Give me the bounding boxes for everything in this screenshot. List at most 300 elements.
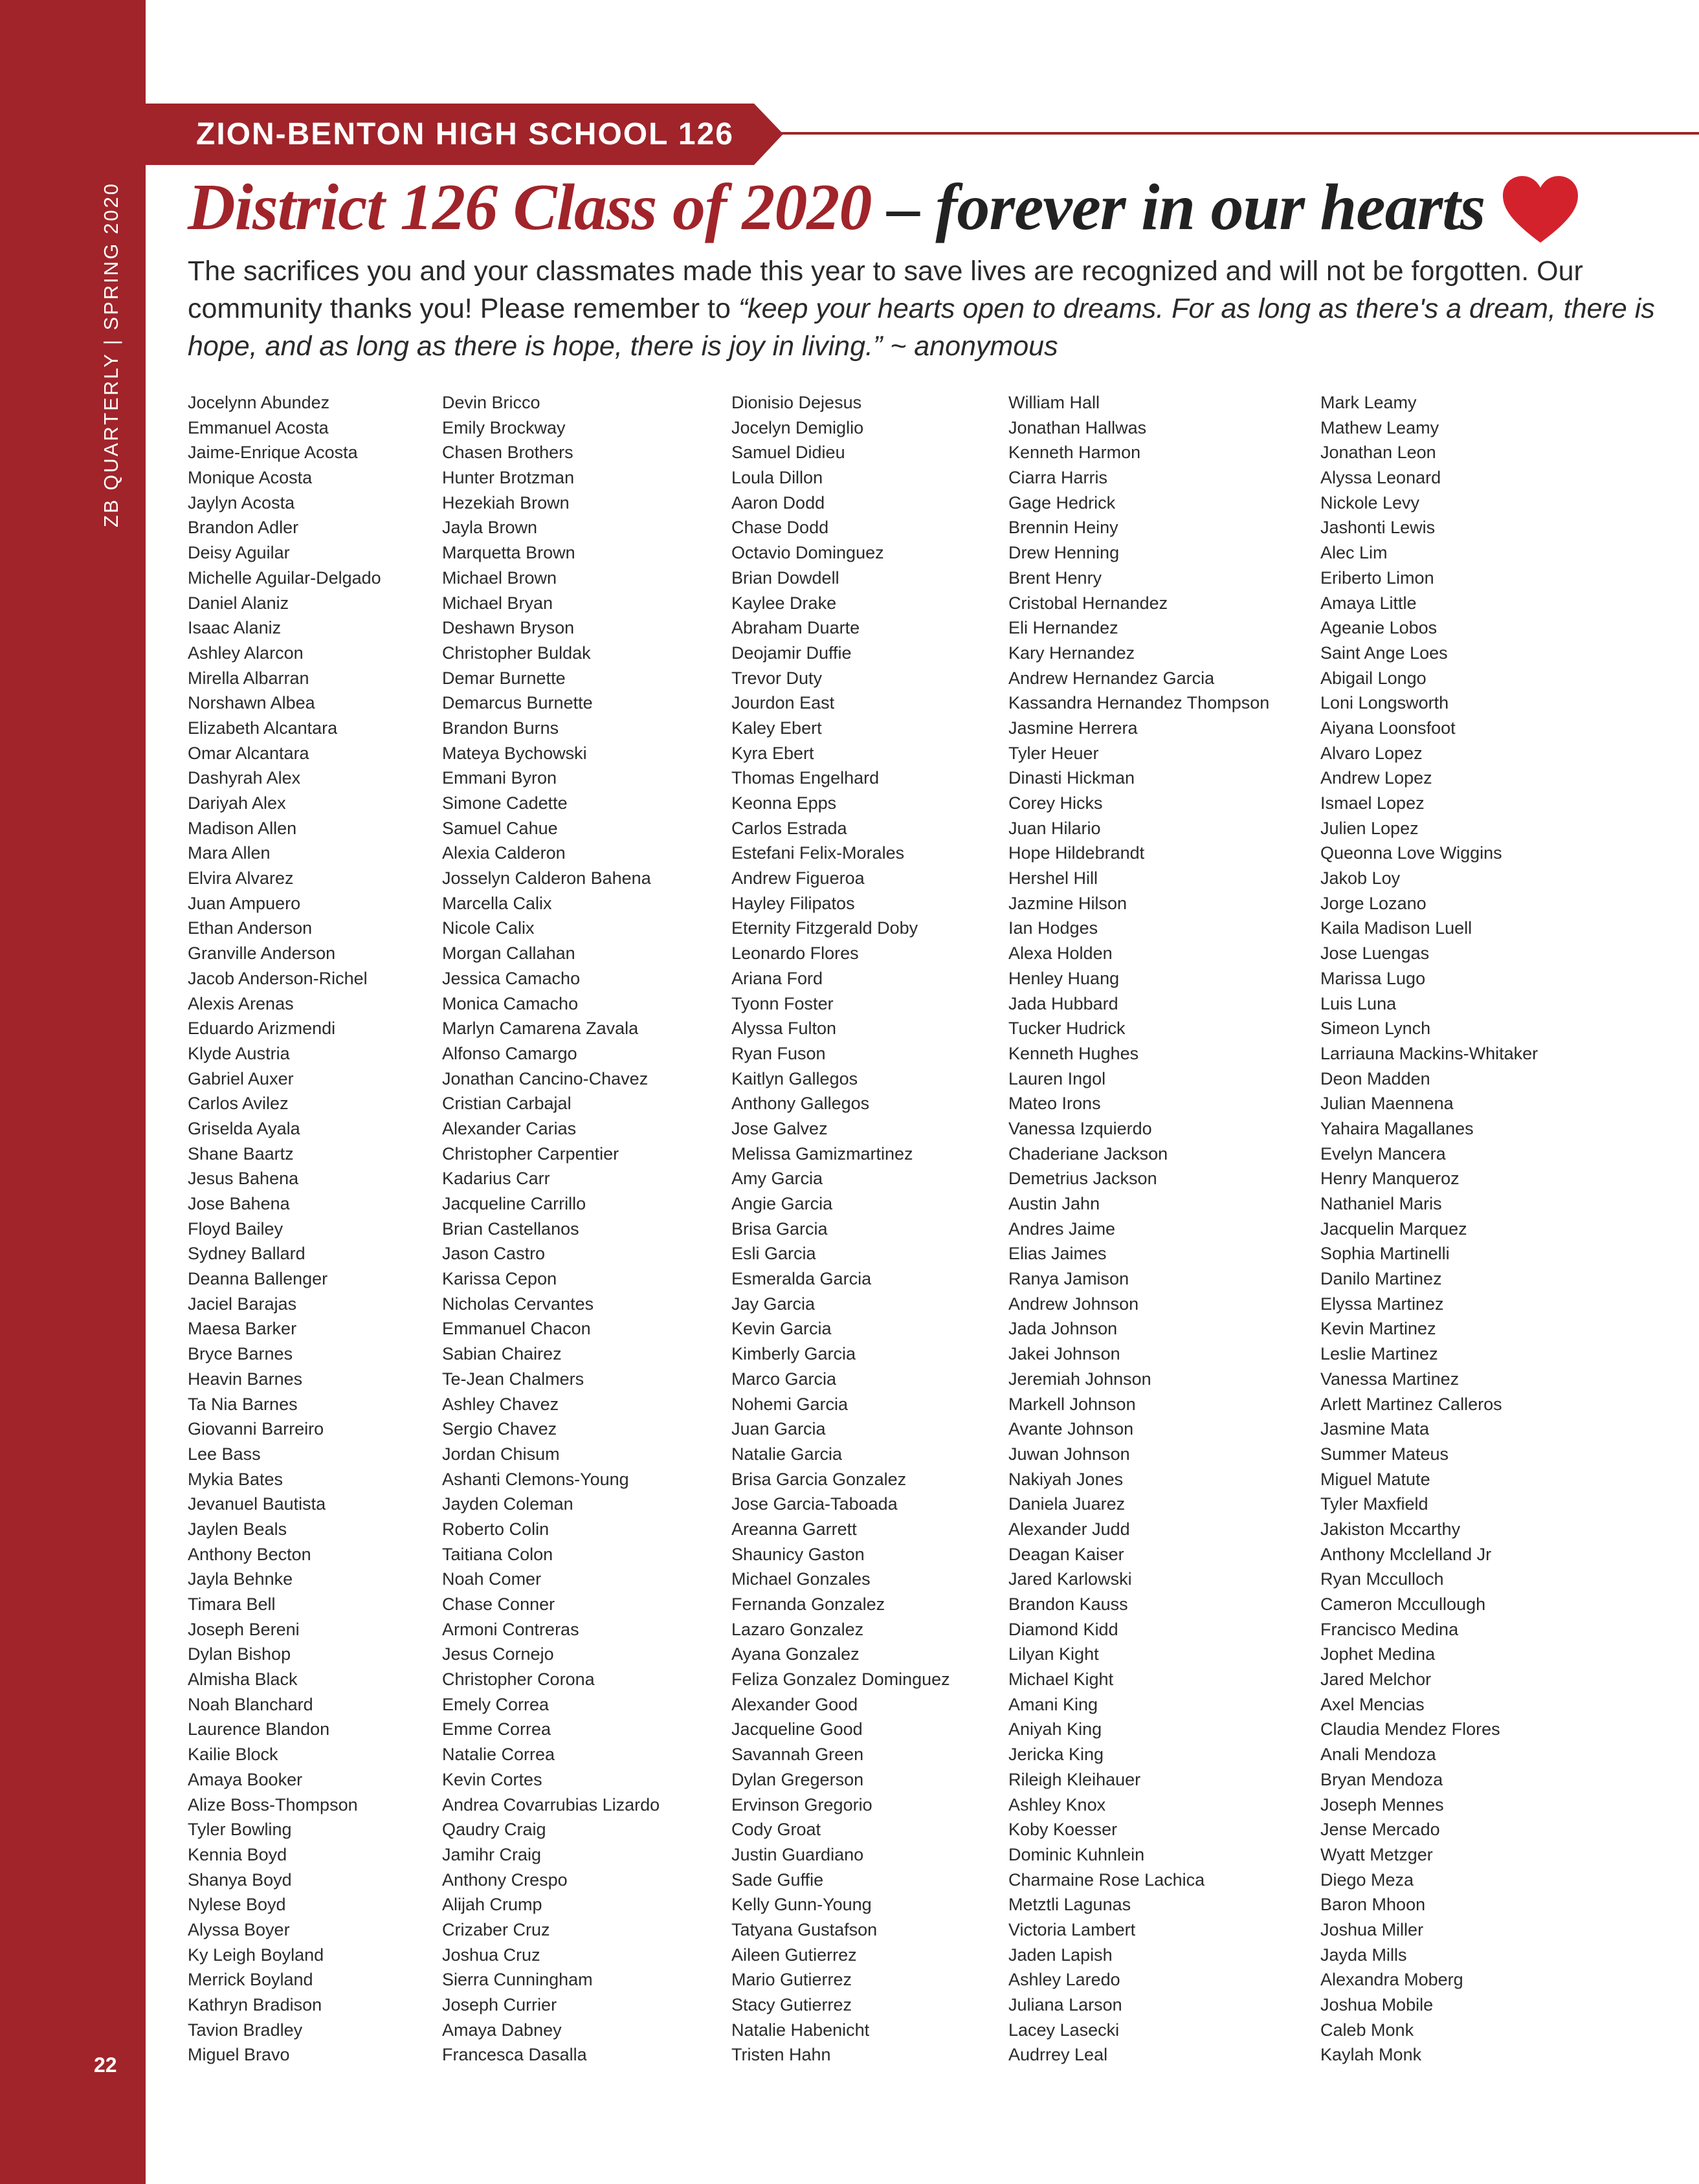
graduate-name: Justin Guardiano [731,1844,864,1864]
graduate-name: Kyra Ebert [731,743,814,763]
headline-red: District 126 Class of 2020 [188,171,872,244]
graduate-name: Gabriel Auxer [188,1068,294,1088]
graduate-name: Jacob Anderson-Richel [188,968,368,988]
graduate-name: Carlos Estrada [731,818,847,838]
graduate-name: Ky Leigh Boyland [188,1945,324,1965]
graduate-name: Daniela Juarez [1008,1494,1126,1514]
graduate-name: Vanessa Martinez [1320,1369,1460,1389]
graduate-name: Jamihr Craig [442,1844,542,1864]
banner-rule [780,132,1699,135]
headline-dark: – forever in our hearts [871,171,1485,244]
graduate-name: Mirella Albarran [188,668,309,688]
graduate-name: Jocelynn Abundez [188,393,330,412]
graduate-name: Noah Blanchard [188,1694,313,1714]
graduate-name: Nathaniel Maris [1320,1194,1442,1213]
graduate-name: Elias Jaimes [1008,1244,1107,1264]
graduate-name: Kevin Cortes [442,1769,542,1789]
graduate-name: Noah Comer [442,1569,542,1589]
graduate-name: Abigail Longo [1320,668,1427,688]
graduate-name: Ta Nia Barnes [188,1394,298,1414]
graduate-name: Andrew Lopez [1320,768,1432,788]
graduate-name: Brandon Burns [442,718,559,738]
graduate-name: Luis Luna [1320,993,1397,1013]
graduate-name: Jaciel Barajas [188,1294,297,1314]
graduate-name: Samuel Didieu [731,443,845,463]
graduate-name: Ethan Anderson [188,918,313,938]
graduate-name: Anthony Gallegos [731,1094,870,1114]
graduate-name: Andres Jaime [1008,1219,1116,1239]
graduate-name: Jason Castro [442,1244,546,1264]
graduate-name: Dariyah Alex [188,793,286,813]
graduate-name: Axel Mencias [1320,1694,1425,1714]
graduate-name: Alexa Holden [1008,943,1113,964]
graduate-name: Demetrius Jackson [1008,1169,1157,1189]
graduate-name: Nicholas Cervantes [442,1294,594,1314]
graduate-name: Dionisio Dejesus [731,393,862,412]
graduate-name: Armoni Contreras [442,1619,579,1639]
graduate-name: Jose Galvez [731,1118,828,1138]
graduate-name: Jose Luengas [1320,943,1430,964]
graduate-name: Marissa Lugo [1320,968,1426,988]
graduate-name: Jasmine Mata [1320,1419,1430,1439]
graduate-name: Cameron Mccullough [1320,1594,1486,1614]
page-number: 22 [94,2053,117,2077]
graduate-name: Deanna Ballenger [188,1269,328,1289]
graduate-name: Daniel Alaniz [188,593,289,613]
graduate-name: Anthony Crespo [442,1870,568,1890]
graduate-name: Sade Guffie [731,1870,824,1890]
graduate-name: Ryan Fuson [731,1043,826,1063]
graduate-name: Kevin Garcia [731,1319,832,1339]
graduate-name: Anthony Mcclelland Jr [1320,1544,1492,1564]
graduate-name: Keonna Epps [731,793,837,813]
graduate-name: Aniyah King [1008,1719,1102,1739]
graduate-name: Emily Brockway [442,417,566,437]
graduate-name: Emmanuel Acosta [188,417,329,437]
graduate-name: Devin Bricco [442,393,540,412]
graduate-name: Michael Bryan [442,593,553,613]
graduate-name: Jacqueline Carrillo [442,1194,586,1213]
graduate-name: Michelle Aguilar-Delgado [188,568,381,588]
graduate-name: Jakob Loy [1320,868,1401,888]
graduate-name: Aaron Dodd [731,492,825,513]
graduate-name: Areanna Garrett [731,1519,857,1539]
graduate-name: Kaila Madison Luell [1320,918,1472,938]
graduate-name: Juwan Johnson [1008,1444,1130,1464]
graduate-name: Victoria Lambert [1008,1919,1136,1939]
graduate-name: Andrea Covarrubias Lizardo [442,1794,660,1814]
graduate-name: Jacquelin Marquez [1320,1219,1467,1239]
graduate-name: Lazaro Gonzalez [731,1619,864,1639]
graduate-name: Kaitlyn Gallegos [731,1068,858,1088]
graduate-name: Brian Castellanos [442,1219,579,1239]
graduate-name: Jayla Behnke [188,1569,293,1589]
graduate-name: Shanya Boyd [188,1870,292,1890]
graduate-name: Te-Jean Chalmers [442,1369,584,1389]
graduate-name: Natalie Correa [442,1745,555,1765]
graduate-name: Vanessa Izquierdo [1008,1118,1152,1138]
graduate-name: Ian Hodges [1008,918,1098,938]
graduate-name: Kimberly Garcia [731,1344,856,1364]
graduate-name: Jorge Lozano [1320,893,1427,913]
graduate-name: Brandon Adler [188,518,299,538]
graduate-name: Angie Garcia [731,1194,833,1213]
graduate-name: Tavion Bradley [188,2020,303,2040]
graduate-name: Jashonti Lewis [1320,518,1436,538]
graduate-name: Ashley Chavez [442,1394,559,1414]
graduate-name: Simone Cadette [442,793,568,813]
graduate-name: Crizaber Cruz [442,1919,550,1939]
graduate-name: Nylese Boyd [188,1895,286,1915]
graduate-name: Hershel Hill [1008,868,1098,888]
graduate-name: Emely Correa [442,1694,550,1714]
graduate-name: Michael Gonzales [731,1569,871,1589]
graduate-name: Amaya Little [1320,593,1417,613]
publication-title: ZB QUARTERLY | SPRING 2020 [100,182,122,527]
graduate-name: Wyatt Metzger [1320,1844,1433,1864]
graduate-name: Jonathan Leon [1320,443,1436,463]
graduate-name: Eriberto Limon [1320,568,1434,588]
graduate-name: Alexander Judd [1008,1519,1130,1539]
graduate-name: Henry Manqueroz [1320,1169,1460,1189]
graduate-name: Henley Huang [1008,968,1120,988]
graduate-name: Jocelyn Demiglio [731,417,864,437]
graduate-name: Jaime-Enrique Acosta [188,443,358,463]
graduate-name: Lauren Ingol [1008,1068,1106,1088]
graduate-name: Tyonn Foster [731,993,834,1013]
graduate-name: Jesus Cornejo [442,1644,554,1664]
graduate-name: Emmanuel Chacon [442,1319,591,1339]
names-column-5 [1320,390,1538,2068]
graduate-name: Brandon Kauss [1008,1594,1128,1614]
graduate-name: Hayley Filipatos [731,893,855,913]
graduate-name: Marcella Calix [442,893,552,913]
graduate-name: Mykia Bates [188,1469,283,1489]
graduate-name: Joshua Miller [1320,1919,1424,1939]
graduate-name: Christopher Carpentier [442,1143,619,1164]
page-headline [188,170,1485,254]
graduate-name: Cristian Carbajal [442,1094,572,1114]
graduate-name: Hunter Brotzman [442,468,575,488]
graduate-name: Aileen Gutierrez [731,1945,857,1965]
graduate-name: Jakiston Mccarthy [1320,1519,1461,1539]
graduate-name: Floyd Bailey [188,1219,283,1239]
graduate-name: Brent Henry [1008,568,1102,588]
graduate-name: Mateo Irons [1008,1094,1101,1114]
graduate-name: Cristobal Hernandez [1008,593,1168,613]
graduate-name: Laurence Blandon [188,1719,330,1739]
graduate-name: Norshawn Albea [188,693,315,713]
school-banner [146,104,783,165]
graduate-name: Jayden Coleman [442,1494,573,1514]
graduate-name: Mark Leamy [1320,393,1417,412]
graduate-name: Joseph Mennes [1320,1794,1444,1814]
graduate-name: Juan Garcia [731,1419,826,1439]
graduate-name: Alize Boss-Thompson [188,1794,358,1814]
graduate-name: Alec Lim [1320,543,1388,563]
graduate-name: Queonna Love Wiggins [1320,843,1502,863]
graduate-name: Feliza Gonzalez Dominguez [731,1670,950,1690]
graduate-name: Mateya Bychowski [442,743,587,763]
graduate-name: Isaac Alaniz [188,618,282,638]
graduate-name: Savannah Green [731,1745,864,1765]
graduate-name: Kaley Ebert [731,718,822,738]
graduate-name: Evelyn Mancera [1320,1143,1446,1164]
graduate-name: Sophia Martinelli [1320,1244,1450,1264]
graduate-name: Markell Johnson [1008,1394,1136,1414]
graduate-name: Giovanni Barreiro [188,1419,324,1439]
graduate-name: Jacqueline Good [731,1719,863,1739]
banner-title: ZION-BENTON HIGH SCHOOL 126 [196,117,734,151]
graduate-name: Omar Alcantara [188,743,309,763]
graduate-name: Emmani Byron [442,768,557,788]
graduate-name: Lee Bass [188,1444,261,1464]
graduate-name: Kathryn Bradison [188,1995,322,2014]
graduate-name: Merrick Boyland [188,1970,313,1990]
graduate-name: Sergio Chavez [442,1419,557,1439]
graduate-name: Koby Koesser [1008,1820,1118,1840]
graduate-name: Diego Meza [1320,1870,1414,1890]
graduate-name: Jada Hubbard [1008,993,1118,1013]
graduate-name: Gage Hedrick [1008,492,1116,513]
graduate-name: Joseph Currier [442,1995,557,2014]
graduate-name: Nakiyah Jones [1008,1469,1124,1489]
graduate-name: Monica Camacho [442,993,579,1013]
graduate-name: Sierra Cunningham [442,1970,593,1990]
graduate-name: Morgan Callahan [442,943,575,964]
graduate-name: Estefani Felix-Morales [731,843,905,863]
graduate-name: Dylan Gregerson [731,1769,864,1789]
graduate-name: Juliana Larson [1008,1995,1122,2014]
graduate-name: Christopher Corona [442,1670,595,1690]
graduate-name: Natalie Garcia [731,1444,843,1464]
graduate-name: Granville Anderson [188,943,336,964]
graduate-name: Summer Mateus [1320,1444,1449,1464]
graduate-name: Deshawn Bryson [442,618,575,638]
graduate-name: Kenneth Harmon [1008,443,1141,463]
graduate-name: Thomas Engelhard [731,768,880,788]
graduate-name: Aiyana Loonsfoot [1320,718,1456,738]
graduate-name: Josselyn Calderon Bahena [442,868,651,888]
graduate-name: Jasmine Herrera [1008,718,1138,738]
graduate-name: Alijah Crump [442,1895,542,1915]
graduate-name: Ashley Knox [1008,1794,1106,1814]
graduate-name: Jazmine Hilson [1008,893,1127,913]
graduate-name: Tyler Bowling [188,1820,292,1840]
graduate-name: Jose Garcia-Taboada [731,1494,898,1514]
graduate-name: Nickole Levy [1320,492,1420,513]
graduate-name: Larriauna Mackins-Whitaker [1320,1043,1538,1063]
graduate-name: Claudia Mendez Flores [1320,1719,1500,1739]
graduate-name: Tristen Hahn [731,2045,831,2065]
graduate-name: Ashley Alarcon [188,643,304,663]
graduate-name: Christopher Buldak [442,643,591,663]
graduate-name: Alexia Calderon [442,843,566,863]
heart-icon [1502,175,1579,246]
graduate-name: Loni Longsworth [1320,693,1449,713]
graduate-name: Rileigh Kleihauer [1008,1769,1141,1789]
graduate-name: Jordan Chisum [442,1444,560,1464]
graduate-name: Jonathan Hallwas [1008,417,1147,437]
graduate-name: Kary Hernandez [1008,643,1135,663]
graduate-name: Jericka King [1008,1745,1104,1765]
graduate-name: Abraham Duarte [731,618,860,638]
graduate-name: Heavin Barnes [188,1369,303,1389]
graduate-name: Deojamir Duffie [731,643,852,663]
graduate-name: Juan Ampuero [188,893,301,913]
graduate-name: Elizabeth Alcantara [188,718,338,738]
graduate-name: Cody Groat [731,1820,821,1840]
graduate-name: Leslie Martinez [1320,1344,1438,1364]
graduate-name: Ariana Ford [731,968,823,988]
graduate-name: Ashley Laredo [1008,1970,1120,1990]
graduate-name: Stacy Gutierrez [731,1995,852,2014]
graduate-name: Lacey Lasecki [1008,2020,1120,2040]
graduate-name: Alvaro Lopez [1320,743,1423,763]
graduate-name: Kenneth Hughes [1008,1043,1139,1063]
graduate-name: Jessica Camacho [442,968,581,988]
graduate-name: Bryan Mendoza [1320,1769,1443,1789]
intro-text: The sacrifices you and your classmates made this year to save lives are recognized and will not be forgotten. Our community thanks you! Please remember to [188,256,1583,324]
graduate-name: Mara Allen [188,843,271,863]
graduate-name: Esmeralda Garcia [731,1269,872,1289]
graduate-name: Danilo Martinez [1320,1269,1442,1289]
graduate-name: Deagan Kaiser [1008,1544,1124,1564]
graduate-name: Sydney Ballard [188,1244,305,1264]
graduate-name: Charmaine Rose Lachica [1008,1870,1205,1890]
graduate-name: Jayda Mills [1320,1945,1407,1965]
graduate-name: Chase Dodd [731,518,829,538]
graduate-name: Klyde Austria [188,1043,290,1063]
graduate-name: Mario Gutierrez [731,1970,852,1990]
graduate-name: Ismael Lopez [1320,793,1425,813]
graduate-name: Juan Hilario [1008,818,1101,838]
graduate-name: Taitiana Colon [442,1544,553,1564]
graduate-name: Samuel Cahue [442,818,558,838]
graduate-name: Jared Melchor [1320,1670,1432,1690]
graduate-name: Shane Baartz [188,1143,294,1164]
graduate-name: Dominic Kuhnlein [1008,1844,1145,1864]
graduate-name: Brisa Garcia [731,1219,828,1239]
graduate-name: Francesca Dasalla [442,2045,587,2065]
graduate-name: Brian Dowdell [731,568,839,588]
graduate-name: Hope Hildebrandt [1008,843,1145,863]
graduate-name: Jose Bahena [188,1194,290,1213]
intro-paragraph [188,252,1676,365]
graduate-name: Kennia Boyd [188,1844,287,1864]
graduate-name: Nohemi Garcia [731,1394,849,1414]
graduate-name: Alexis Arenas [188,993,294,1013]
graduate-name: Ashanti Clemons-Young [442,1469,629,1489]
graduate-name: Leonardo Flores [731,943,859,964]
graduate-name: Jesus Bahena [188,1169,299,1189]
graduate-name: Shaunicy Gaston [731,1544,865,1564]
intro-quote: “keep your hearts open to dreams. For as long as there's a dream, there is hope, and as long as there is hope, there is joy in living.” [188,293,1655,362]
graduate-name: Madison Allen [188,818,297,838]
graduate-name: Anali Mendoza [1320,1745,1436,1765]
graduate-name: Corey Hicks [1008,793,1103,813]
graduate-name: Deisy Aguilar [188,543,290,563]
names-column-3 [731,390,950,2068]
graduate-name: Andrew Johnson [1008,1294,1139,1314]
graduate-name: Kelly Gunn-Young [731,1895,872,1915]
graduate-name: Miguel Bravo [188,2045,290,2065]
graduate-name: Miguel Matute [1320,1469,1430,1489]
graduate-name: Ranya Jamison [1008,1269,1129,1289]
graduate-name: Demar Burnette [442,668,566,688]
graduate-name: Jense Mercado [1320,1820,1440,1840]
vertical-title-wrap [97,165,129,527]
graduate-name: Alexander Carias [442,1118,577,1138]
graduate-name: Octavio Dominguez [731,543,884,563]
graduate-name: Alyssa Boyer [188,1919,290,1939]
graduate-name: Eli Hernandez [1008,618,1118,638]
graduate-name: Jeremiah Johnson [1008,1369,1151,1389]
graduate-name: Eduardo Arizmendi [188,1019,336,1039]
graduate-name: Simeon Lynch [1320,1019,1431,1039]
graduate-name: Chasen Brothers [442,443,573,463]
graduate-name: Jay Garcia [731,1294,816,1314]
graduate-name: Chase Conner [442,1594,555,1614]
graduate-name: Alyssa Leonard [1320,468,1441,488]
graduate-name: Timara Bell [188,1594,276,1614]
graduate-name: Alexander Good [731,1694,858,1714]
graduate-name: Kassandra Hernandez Thompson [1008,693,1270,713]
graduate-name: Elyssa Martinez [1320,1294,1444,1314]
graduate-name: Alyssa Fulton [731,1019,837,1039]
graduate-name: Tucker Hudrick [1008,1019,1126,1039]
graduate-name: Eternity Fitzgerald Doby [731,918,918,938]
graduate-name: Lilyan Kight [1008,1644,1099,1664]
graduate-name: Arlett Martinez Calleros [1320,1394,1502,1414]
graduate-name: Sabian Chairez [442,1344,562,1364]
graduate-name: Amaya Booker [188,1769,303,1789]
graduate-name: Michael Kight [1008,1670,1114,1690]
graduate-name: Tyler Maxfield [1320,1494,1428,1514]
graduate-name: Andrew Figueroa [731,868,865,888]
graduate-name: Jaden Lapish [1008,1945,1113,1965]
graduate-name: Kailie Block [188,1745,278,1765]
intro-attribution: ~ anonymous [882,331,1058,362]
graduate-name: Jakei Johnson [1008,1344,1120,1364]
graduate-name: Jayla Brown [442,518,538,538]
graduate-name: Drew Henning [1008,543,1120,563]
graduate-name: Jonathan Cancino-Chavez [442,1068,649,1088]
graduate-name: Jaylen Beals [188,1519,287,1539]
graduate-name: Almisha Black [188,1670,298,1690]
graduate-name: Fernanda Gonzalez [731,1594,885,1614]
graduate-name: Jada Johnson [1008,1319,1118,1339]
graduate-name: Amaya Dabney [442,2020,562,2040]
names-column-2 [442,390,660,2068]
graduate-name: Monique Acosta [188,468,313,488]
graduate-name: Elvira Alvarez [188,868,294,888]
graduate-name: Jourdon East [731,693,835,713]
graduate-name: Metztli Lagunas [1008,1895,1131,1915]
graduate-name: Ciarra Harris [1008,468,1108,488]
graduate-name: Kaylah Monk [1320,2045,1422,2065]
graduate-name: Marquetta Brown [442,543,575,563]
graduate-name: Ryan Mcculloch [1320,1569,1444,1589]
graduate-name: Diamond Kidd [1008,1619,1118,1639]
graduate-name: Tatyana Gustafson [731,1919,878,1939]
graduate-name: Dashyrah Alex [188,768,301,788]
graduate-name: Demarcus Burnette [442,693,593,713]
graduate-name: Dinasti Hickman [1008,768,1135,788]
graduate-name: Natalie Habenicht [731,2020,870,2040]
graduate-name: Dylan Bishop [188,1644,291,1664]
graduate-name: Jevanuel Bautista [188,1494,326,1514]
